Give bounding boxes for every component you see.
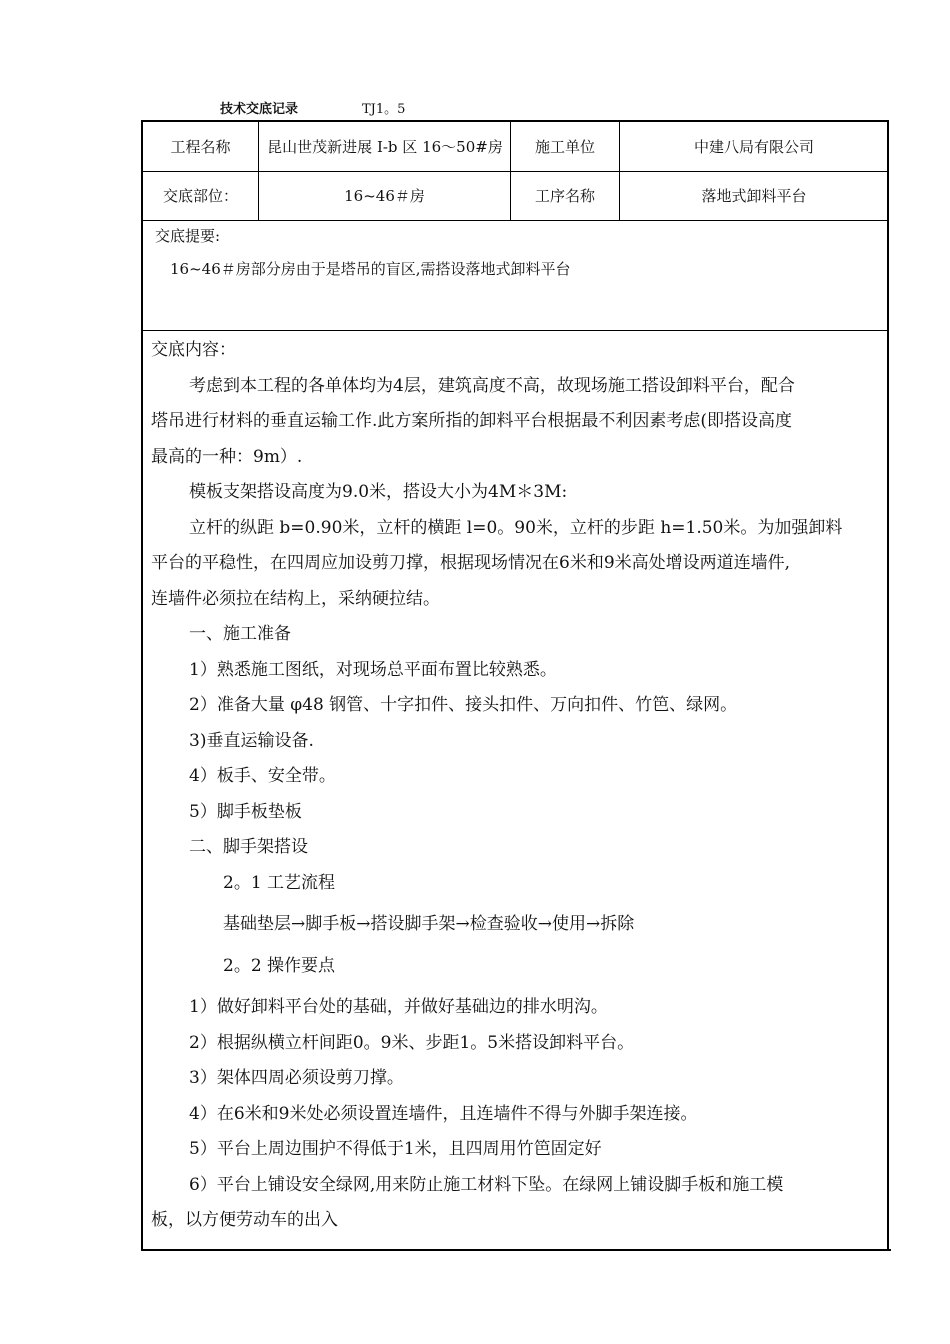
content-line: 连墙件必须拉在结构上，采纳硬拉结。 <box>151 588 440 609</box>
subsection-heading: 2。1 工艺流程 <box>223 872 336 893</box>
row-divider <box>141 220 889 221</box>
content-line: 2）准备大量 φ48 钢管、十字扣件、接头扣件、万向扣件、竹笆、绿网。 <box>189 695 738 715</box>
project-name-value: 昆山世茂新进展 I-b 区 16～50#房 <box>267 137 503 156</box>
content-line: 5）平台上周边围护不得低于1米，且四周用竹笆固定好 <box>189 1139 602 1159</box>
process-name-value: 落地式卸料平台 <box>701 187 807 205</box>
subsection-heading: 2。2 操作要点 <box>223 955 336 976</box>
document-code: TJ1。5 <box>362 102 406 117</box>
content-line: 考虑到本工程的各单体均为4层，建筑高度不高，故现场施工搭设卸料平台，配合 <box>189 375 795 396</box>
process-name-label: 工序名称 <box>534 187 595 205</box>
section-heading: 二、脚手架搭设 <box>189 837 308 857</box>
content-line: 立杆的纵距 b=0.90米，立杆的横距 l=0。90米，立杆的步距 h=1.50米。为加强卸料 <box>189 517 843 538</box>
content-line: 板，以方便劳动车的出入 <box>151 1210 338 1230</box>
document-title: 技术交底记录 <box>220 102 299 117</box>
content-line: 4）板手、安全带。 <box>189 766 336 786</box>
section-heading: 一、施工准备 <box>189 624 291 644</box>
content-line: 最高的一种：9m）. <box>151 446 303 467</box>
summary-text: 16~46＃房部分房由于是塔吊的盲区,需搭设落地式卸料平台 <box>170 260 571 278</box>
content-line: 模板支架搭设高度为9.0米，搭设大小为4M＊3M: <box>189 482 568 502</box>
location-label: 交底部位： <box>162 187 238 205</box>
table-bottom-border <box>141 1249 891 1251</box>
content-label: 交底内容： <box>151 340 236 360</box>
process-flow: 基础垫层→脚手板→搭设脚手架→检查验收→使用→拆除 <box>223 914 635 934</box>
construction-unit-label: 施工单位 <box>534 137 595 156</box>
content-line: 5）脚手板垫板 <box>189 801 302 822</box>
document-header <box>0 98 950 116</box>
content-line: 平台的平稳性，在四周应加设剪刀撑，根据现场情况在6米和9米高处增设两道连墙件, <box>151 553 791 573</box>
content-line: 2）根据纵横立杆间距0。9米、步距1。5米搭设卸料平台。 <box>189 1032 635 1053</box>
content-line: 3)垂直运输设备. <box>189 730 314 751</box>
content-line: 1）熟悉施工图纸，对现场总平面布置比较熟悉。 <box>189 659 557 680</box>
content-line: 塔吊进行材料的垂直运输工作.此方案所指的卸料平台根据最不利因素考虑(即搭设高度 <box>151 411 793 431</box>
content-line: 1）做好卸料平台处的基础，并做好基础边的排水明沟。 <box>189 997 608 1017</box>
content-line: 4）在6米和9米处必须设置连墙件，且连墙件不得与外脚手架连接。 <box>189 1103 698 1124</box>
location-value: 16~46＃房 <box>344 187 425 205</box>
content-section <box>151 333 881 1239</box>
construction-unit-value: 中建八局有限公司 <box>693 137 814 156</box>
project-name-label: 工程名称 <box>170 137 231 156</box>
content-line: 6）平台上铺设安全绿网,用来防止施工材料下坠。在绿网上铺设脚手板和施工模 <box>189 1174 784 1195</box>
section-divider <box>141 330 889 331</box>
summary-label: 交底提要: <box>155 227 221 245</box>
content-line: 3）架体四周必须设剪刀撑。 <box>189 1068 404 1088</box>
